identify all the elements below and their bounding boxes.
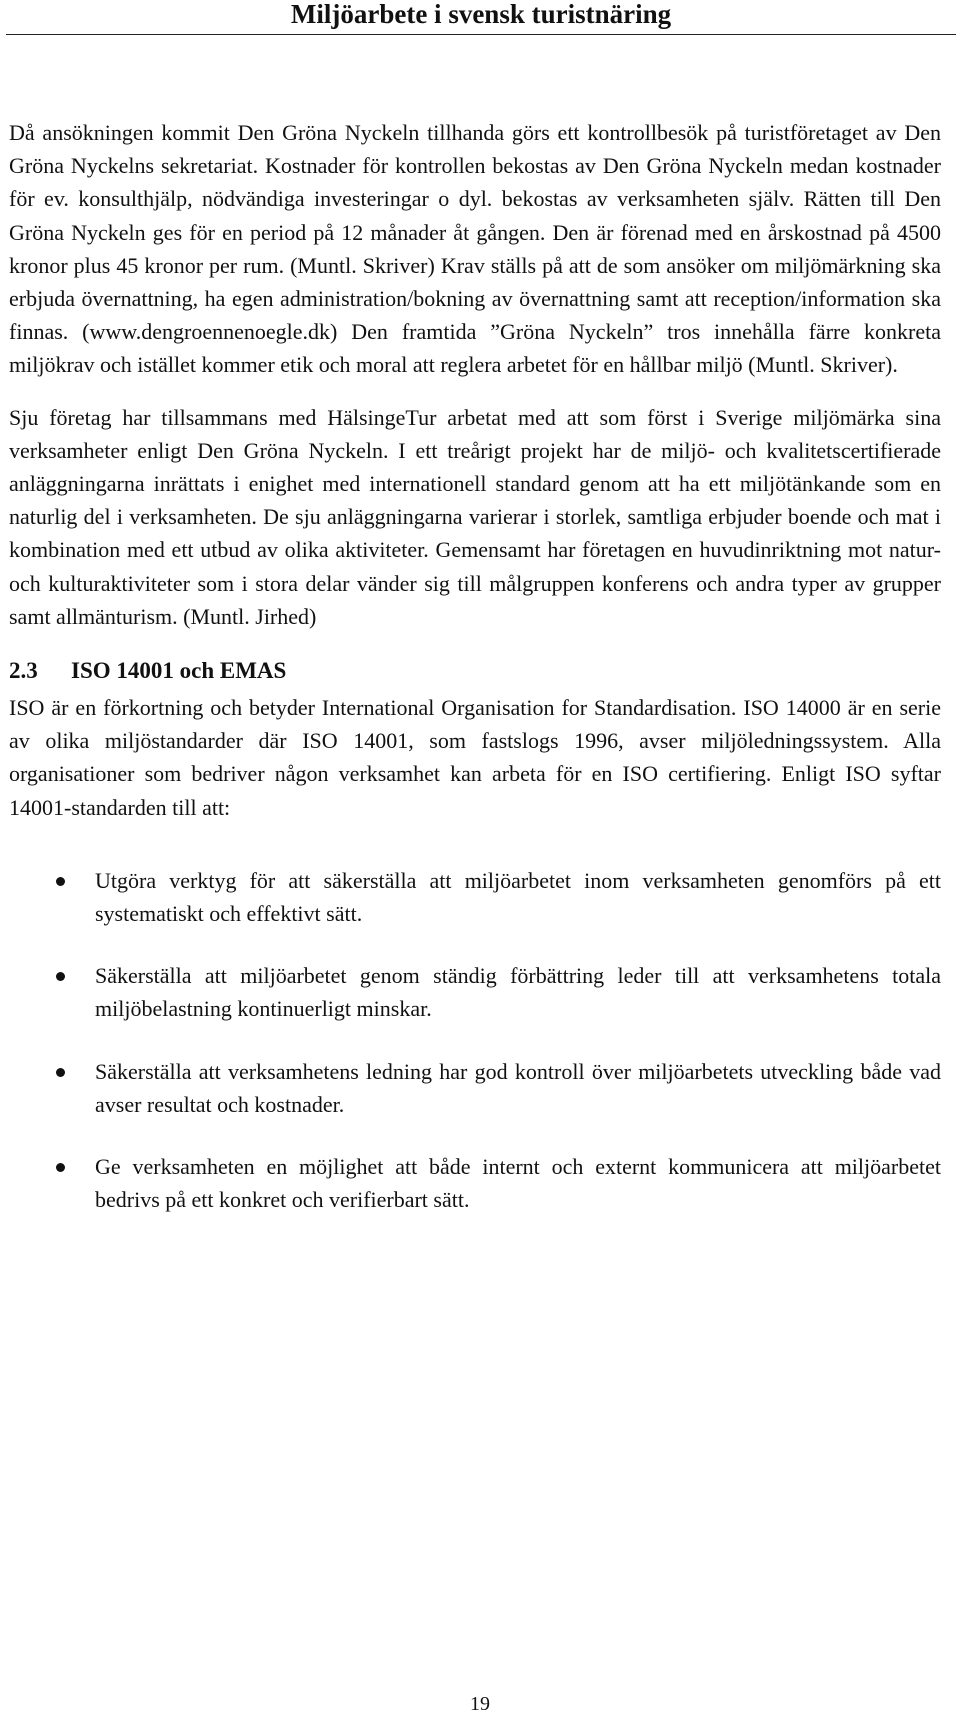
document-body (9, 116, 941, 1245)
list-item-text: Utgöra verktyg för att säkerställa att miljöarbetet inom verksamheten genomförs på ett systematiskt och effektivt sätt. (95, 867, 941, 927)
paragraph-green-key-inspection: Då ansökningen kommit Den Gröna Nyckeln tillhanda görs ett kontrollbesök på turistföretaget av Den Gröna Nyckelns sekretariat. Kostnader för kontrollen bekostas av Den Gröna Nyckeln medan kostnader för ev. konsulthjälp, nödvändiga investeringar o dyl. bekostas av verksamheten själv. Rätten till Den Gröna Nyckeln ges för en period på 12 månader åt gången. Den är förenad med en årskostnad på 4500 kronor plus 45 kronor per rum. (Muntl. Skriver) Krav ställs på att de som ansöker om miljömärkning ska erbjuda övernattning, ha egen administration/bokning av övernattning samt att reception/information ska finnas. (www.dengroennenoegle.dk) Den framtida ”Gröna Nyckeln” tros innehålla färre konkreta miljökrav och istället kommer etik och moral att reglera arbetet för en hållbar miljö (Muntl. Skriver). (9, 120, 941, 378)
header-title: Miljöarbete i svensk turistnäring (290, 0, 672, 29)
page-number: 19 (470, 1693, 490, 1715)
bullet-icon (56, 1163, 65, 1172)
bullet-icon (56, 1068, 65, 1077)
list-item (9, 864, 941, 930)
paragraph-iso-intro: ISO är en förkortning och betyder International Organisation for Standardisation. ISO 14000 är en serie av olika miljöstandarder där ISO 14001, som fastslogs 1996, avser miljöledningssystem. Alla organisationer som bedriver någon verksamhet kan arbeta för en ISO certifiering. Enligt ISO syftar 14001-standarden till att: (9, 695, 941, 820)
iso-goals-list (9, 864, 941, 1217)
list-item (9, 1055, 941, 1121)
bullet-icon (56, 972, 65, 981)
section-title: ISO 14001 och EMAS (71, 658, 287, 684)
bullet-icon (56, 877, 65, 886)
section-number: 2.3 (9, 658, 38, 684)
list-item-text: Säkerställa att miljöarbetet genom ständig förbättring leder till att verksamhetens totala miljöbelastning kontinuerligt minskar. (95, 963, 941, 1022)
list-item (9, 959, 941, 1025)
list-item (9, 1150, 941, 1216)
section-heading (9, 655, 941, 687)
list-item-text: Säkerställa att verksamhetens ledning har god kontroll över miljöarbetets utveckling både vad avser resultat och kostnader. (95, 1058, 941, 1117)
paragraph-halsingetur-project: Sju företag har tillsammans med HälsingeTur arbetat med att som först i Sverige miljömärka sina verksamheter enligt Den Gröna Nyckeln. I ett treårigt projekt har de miljö- och kvalitetscertifierade anläggningarna inrättats i enighet med internationell standard genom att ha ett miljötänkande som en naturlig del i verksamheten. De sju anläggningarna varierar i storlek, samtliga erbjuder boende och mat i kombination med ett utbud av olika aktiviteter. Gemensamt har företagen en huvudinriktning mot natur- och kulturaktiviteter som i stora delar vänder sig till målgruppen konferens och andra typer av grupper samt allmänturism. (Muntl. Jirhed) (9, 404, 941, 629)
page-header (6, 0, 956, 35)
list-item-text: Ge verksamheten en möjlighet att både internt och externt kommunicera att miljöarbetet bedrivs på ett konkret och verifierbart sätt. (95, 1154, 941, 1213)
